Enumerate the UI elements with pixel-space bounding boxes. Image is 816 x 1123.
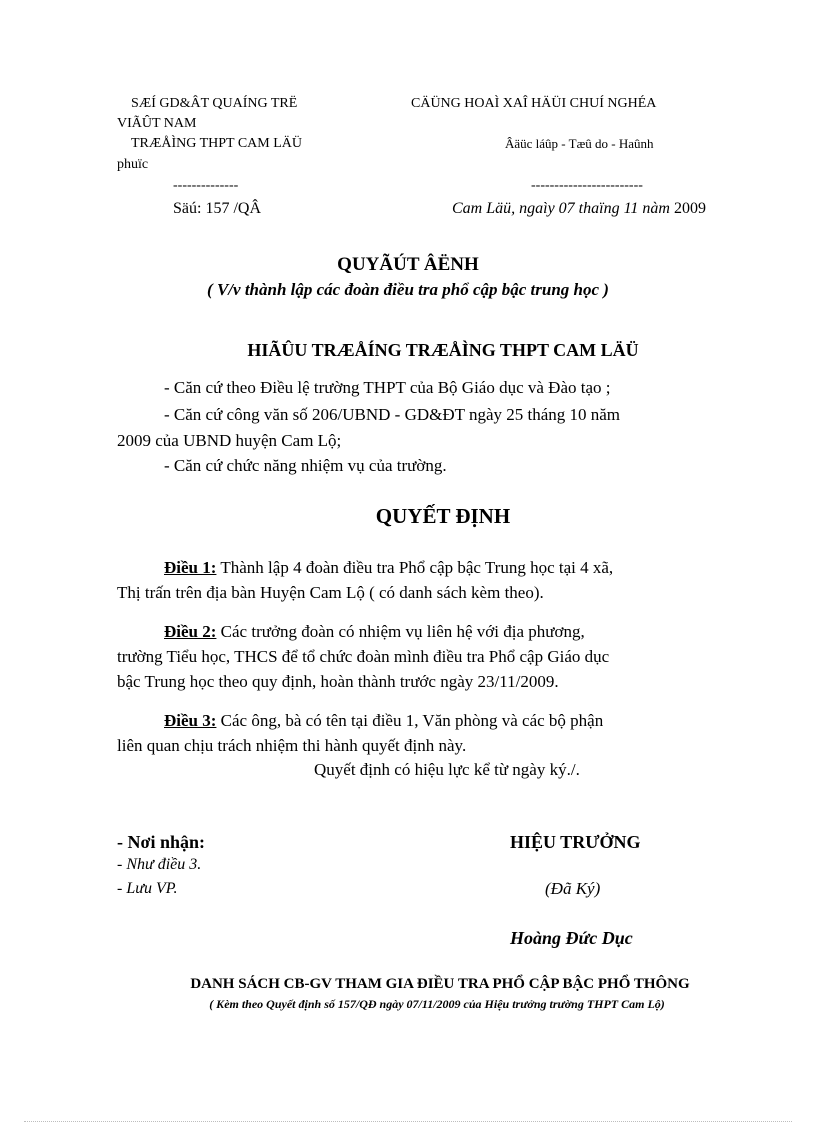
document-subject: ( V/v thành lập các đoàn điều tra phổ cập bậc trung học ): [207, 280, 609, 299]
date-year: 2009: [673, 200, 706, 217]
right-divider: ------------------------: [531, 178, 643, 193]
article-2-label: Điều 2:: [164, 622, 217, 641]
article-1-label: Điều 1:: [164, 558, 217, 577]
basis-line-2: - Căn cứ công văn số 206/UBND - GD&ĐT ngày 25 tháng 10 năm: [164, 405, 621, 424]
basis-line-3: 2009 của UBND huyện Cam Lộ;: [117, 431, 342, 450]
motto-subline: Âäüc láûp - Tæû do - Haûnh: [505, 136, 654, 151]
school-name: TRÆÅÌNG THPT CAM LÄÜ: [131, 136, 302, 151]
left-divider: --------------: [173, 178, 239, 193]
issuer-title: HIÃÛU TRÆÅÍNG TRÆÅÌNG THPT CAM LÄÜ: [247, 340, 639, 360]
date-text: Cam Läü, ngaìy 07 thaïng 11 nàm: [452, 200, 670, 217]
basis-line-1: - Căn cứ theo Điều lệ trường THPT của Bộ Giáo dục và Đào tạo ;: [164, 378, 611, 397]
article-1-line-1: [164, 556, 613, 580]
article-3-line-2: liên quan chịu trách nhiệm thi hành quyết định này.: [117, 736, 467, 755]
national-motto: CÄÜNG HOAÌ XAÎ HÄÜI CHUÍ NGHÉA: [411, 96, 657, 111]
article-2-line-1: [164, 620, 585, 644]
article-3-label: Điều 3:: [164, 711, 217, 730]
page-bottom-divider: [24, 1121, 792, 1122]
signed-mark: (Đã Ký): [545, 879, 601, 898]
basis-line-4: - Căn cứ chức năng nhiệm vụ của trường.: [164, 456, 447, 475]
article-1-line-2: Thị trấn trên địa bàn Huyện Cam Lộ ( có danh sách kèm theo).: [117, 583, 544, 602]
document-number: Säú: 157 /QÂ: [173, 200, 261, 217]
article-2-text: Các trưởng đoàn có nhiệm vụ liên hệ với địa phương,: [220, 622, 585, 641]
motto-subline-cont: phuïc: [117, 157, 149, 172]
agency-name-cont: VIÃÛT NAM: [117, 116, 197, 131]
article-1-text: Thành lập 4 đoàn điều tra Phổ cập bậc Trung học tại 4 xã,: [220, 558, 614, 577]
article-3-line-1: [164, 709, 603, 733]
agency-name: SÆÍ GD&ÂT QUAÍNG TRË: [131, 96, 298, 111]
signer-name: Hoàng Đức Dục: [510, 928, 633, 948]
document-title: QUYÃÚT ÂËNH: [337, 254, 479, 275]
document-date: [452, 200, 706, 218]
article-2-line-3: bậc Trung học theo quy định, hoàn thành trước ngày 23/11/2009.: [117, 672, 559, 691]
signer-title: HIỆU TRƯỞNG: [510, 832, 641, 852]
article-2-line-2: trường Tiểu học, THCS để tổ chức đoàn mình điều tra Phổ cập Giáo dục: [117, 647, 610, 666]
decision-heading: QUYẾT ĐỊNH: [375, 504, 511, 528]
appendix-subtitle: ( Kèm theo Quyết định số 157/QĐ ngày 07/11/2009 của Hiệu trưởng trường THPT Cam Lộ): [209, 997, 665, 1011]
effect-clause: Quyết định có hiệu lực kể từ ngày ký./.: [314, 760, 580, 779]
article-3-text: Các ông, bà có tên tại điều 1, Văn phòng và các bộ phận: [220, 711, 604, 730]
recipient-item: - Lưu VP.: [117, 880, 178, 897]
recipients-heading: - Nơi nhận:: [117, 832, 205, 852]
recipient-item: - Như điều 3.: [117, 856, 202, 873]
appendix-title: DANH SÁCH CB-GV THAM GIA ĐIỀU TRA PHỔ CẬP BẬC PHỔ THÔNG: [190, 976, 690, 992]
